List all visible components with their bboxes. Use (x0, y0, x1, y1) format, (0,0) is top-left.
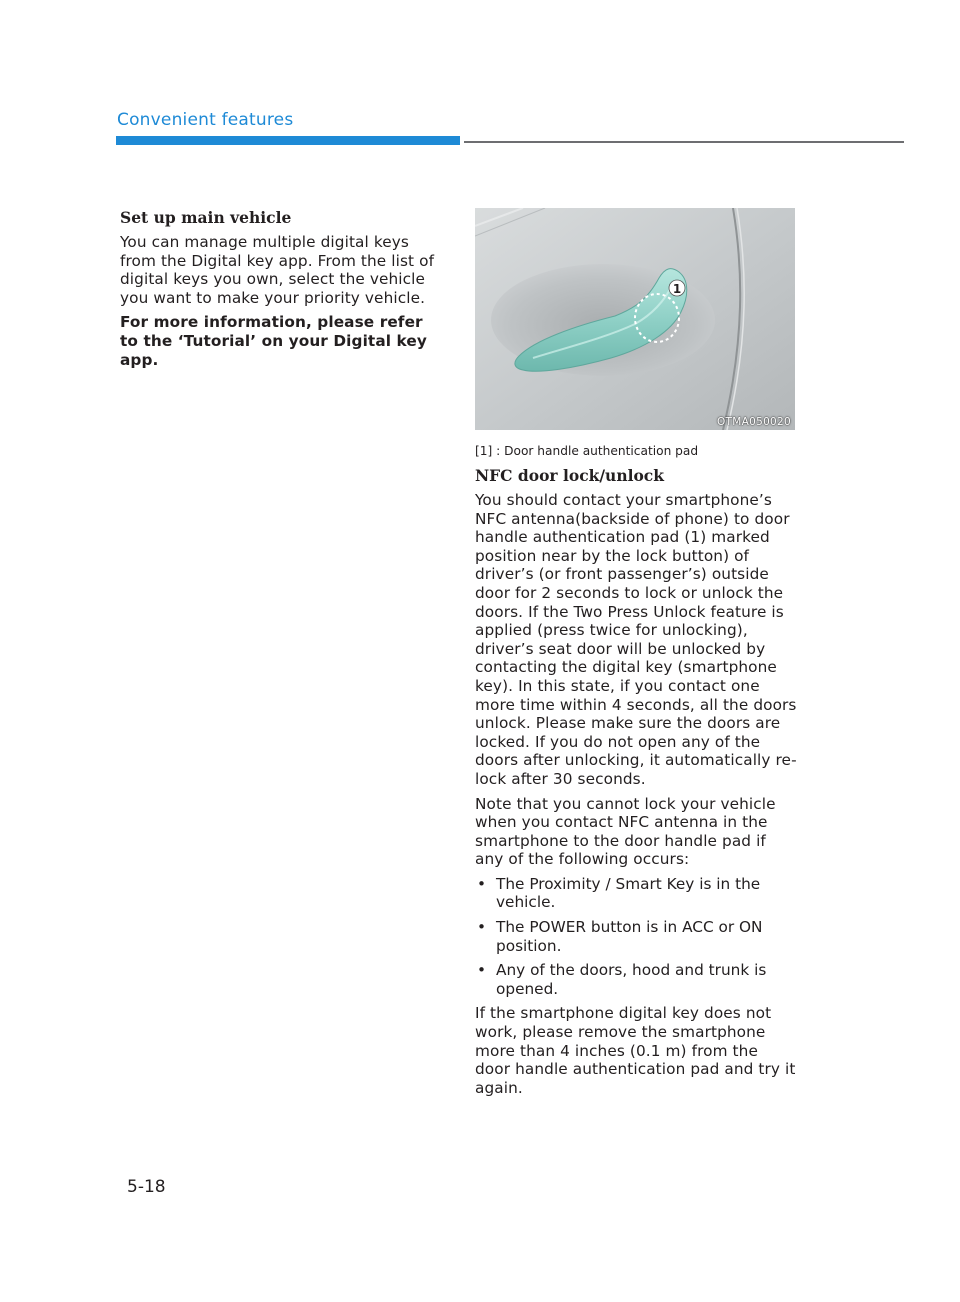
figure-code: OTMA050020 (716, 416, 791, 428)
conditions-list (475, 875, 797, 999)
paragraph-digital-keys: You can manage multiple digital keys from the Digital key app. From the list of digital keys you own, select the vehicle you want to make your priority vehicle. (120, 233, 435, 307)
bullet-glyph: • (477, 874, 487, 893)
door-handle-figure (475, 208, 795, 430)
paragraph-nfc-usage: You should contact your smartphone’s NFC antenna(backside of phone) to door handle authentication pad (1) marked position near by the lock button) of driver’s (or front passenger’s) outside door for 2 seconds to lock or unlock the doors. If the Two Press Unlock feature is applied (press twice for unlocking), driver’s seat door will be unlocked by contacting the digital key (smartphone key). In this state, if you contact one more time within 4 seconds, all the doors unlock. Please make sure the doors are locked. If you do not open any of the doors after unlocking, it automatically re-lock after 30 seconds. (475, 491, 797, 788)
callout-number: 1 (672, 282, 682, 296)
list-item: • The Proximity / Smart Key is in the vehicle. (477, 874, 761, 912)
note-tutorial: For more information, please refer to the ‘Tutorial’ on your Digital key app. (120, 313, 427, 369)
section-title: Convenient features (117, 110, 294, 130)
list-item: • The POWER button is in ACC or ON position. (477, 918, 763, 955)
bullet-glyph: • (477, 961, 487, 980)
bullet-glyph: • (477, 918, 487, 937)
door-handle-illustration (475, 208, 795, 430)
left-column (120, 208, 438, 375)
heading-nfc-door-lock: NFC door lock/unlock (475, 466, 664, 485)
header-rule (464, 141, 904, 143)
page-number: 5-18 (127, 1177, 166, 1197)
heading-set-up-main-vehicle: Set up main vehicle (120, 208, 292, 227)
paragraph-troubleshoot: If the smartphone digital key does not work, please remove the smartphone more than 4 inches (0.1 m) from the door handle authentication pad and try it again. (475, 1004, 796, 1097)
paragraph-lock-conditions: Note that you cannot lock your vehicle when you contact NFC antenna in the smartphone to the door handle pad if any of the following occurs: (475, 794, 776, 869)
header-rule-accent (116, 136, 460, 145)
figure-caption: [1] : Door handle authentication pad (475, 444, 699, 458)
right-column (475, 208, 797, 1103)
list-item: • Any of the doors, hood and trunk is opened. (477, 961, 767, 998)
